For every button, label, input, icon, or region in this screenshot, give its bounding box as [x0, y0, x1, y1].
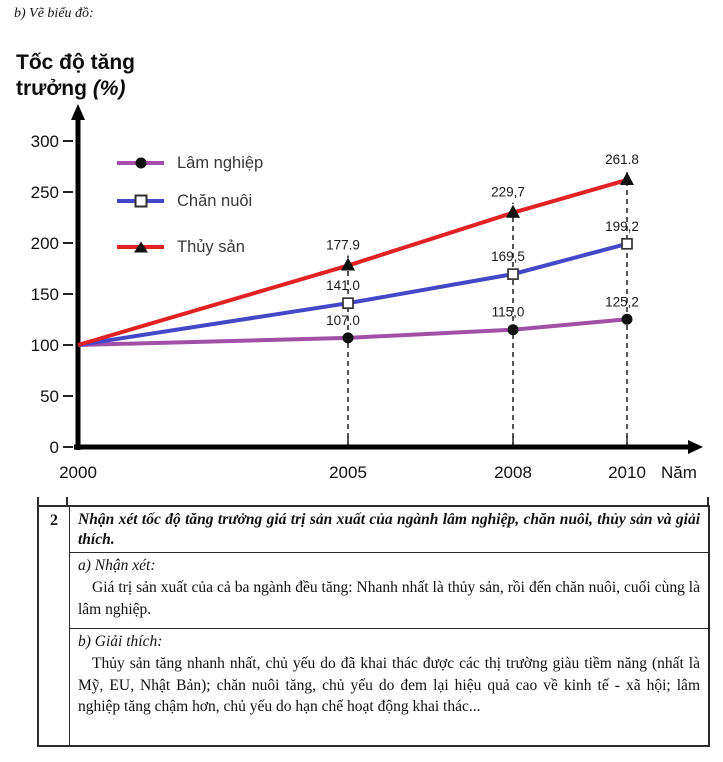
square-marker-icon	[134, 195, 147, 208]
section-b-text: Thủy sản tăng nhanh nhất, chủ yếu do đã khai thác được các thị trường giàu tiềm năng (nhất là Mỹ, EU, Nhật Bản); chăn nuôi tăng, chủ yếu do đem lại hiệu quả cao về kinh tế - xã hội; lâm nghiệp tăng chậm hơn, chủ yếu do hạn chế hoạt động khai thác...	[78, 655, 700, 715]
legend-item-chan-nuoi	[117, 192, 252, 210]
legend-item-lam-nghiep	[117, 154, 263, 172]
circle-marker-icon	[343, 332, 354, 343]
y-tick-label: 150	[30, 285, 59, 304]
square-marker-icon	[343, 298, 353, 308]
legend-line-swatch	[117, 161, 164, 165]
answer-table	[37, 505, 710, 747]
x-tick-label: 2005	[329, 463, 367, 482]
x-tick-label: 2008	[494, 463, 532, 482]
square-marker-icon	[508, 269, 518, 279]
table-column-stub	[37, 497, 39, 505]
triangle-marker-icon	[620, 172, 634, 185]
table-section-a	[70, 553, 708, 629]
data-label-chan-nuoi: 169,5	[491, 249, 525, 265]
section-a-text: Giá trị sản xuất của cả ba ngành đều tăng: Nhanh nhất là thủy sản, rồi đến chăn nuôi, cuối cùng là lâm nghiệp.	[78, 579, 700, 618]
triangle-marker-icon	[134, 242, 148, 253]
table-column-stub	[707, 497, 709, 505]
table-column-stub	[66, 497, 68, 505]
table-row-number: 2	[39, 507, 70, 745]
table-content-column	[70, 507, 708, 745]
table-section-b	[70, 629, 708, 745]
y-tick-label: 200	[30, 234, 59, 253]
legend-item-thuy-san	[117, 238, 245, 256]
legend-line-swatch	[117, 245, 164, 249]
data-label-lam-nghiep: 115,0	[491, 304, 525, 320]
series-line-chan-nuoi	[78, 244, 627, 345]
table-heading: Nhận xét tốc độ tăng trưởng giá trị sản xuất của ngành lâm nghiệp, chăn nuôi, thủy sản và giải thích.	[70, 507, 708, 553]
section-b-label: b) Giải thích:	[78, 633, 163, 650]
circle-marker-icon	[508, 324, 519, 335]
x-axis-label: Năm	[661, 463, 697, 482]
circle-marker-icon	[135, 158, 146, 169]
y-tick-label: 100	[30, 336, 59, 355]
legend-label: Chăn nuôi	[177, 191, 253, 210]
caption-ve-bieu-do: b) Vẽ biểu đồ:	[14, 6, 94, 21]
data-label-lam-nghiep: 125,2	[605, 294, 639, 310]
y-tick-label: 250	[30, 183, 59, 202]
y-tick-label: 0	[49, 438, 59, 457]
data-label-lam-nghiep: 107.0	[326, 312, 360, 328]
section-a-label: a) Nhận xét:	[78, 557, 156, 574]
y-tick-label: 300	[30, 132, 59, 151]
x-tick-label: 2010	[608, 463, 646, 482]
legend-label: Thủy sản	[177, 237, 245, 256]
square-marker-icon	[622, 239, 632, 249]
x-tick-label: 2000	[59, 463, 97, 482]
legend-line-swatch	[117, 199, 164, 203]
y-tick-label: 50	[40, 387, 59, 406]
y-axis-arrow-icon	[71, 104, 85, 120]
x-axis-arrow-icon	[688, 440, 703, 454]
data-label-thuy-san: 177.9	[326, 237, 360, 253]
data-label-chan-nuoi: 141.0	[326, 278, 360, 294]
data-label-thuy-san: 229,7	[491, 184, 525, 200]
data-label-thuy-san: 261.8	[605, 151, 639, 167]
data-label-chan-nuoi: 199,2	[605, 218, 639, 234]
circle-marker-icon	[622, 314, 633, 325]
legend-label: Lâm nghiệp	[177, 153, 264, 172]
chart-title-text: Tốc độ tăng trưởng	[16, 51, 135, 100]
chart-title-unit: (%)	[92, 77, 126, 100]
